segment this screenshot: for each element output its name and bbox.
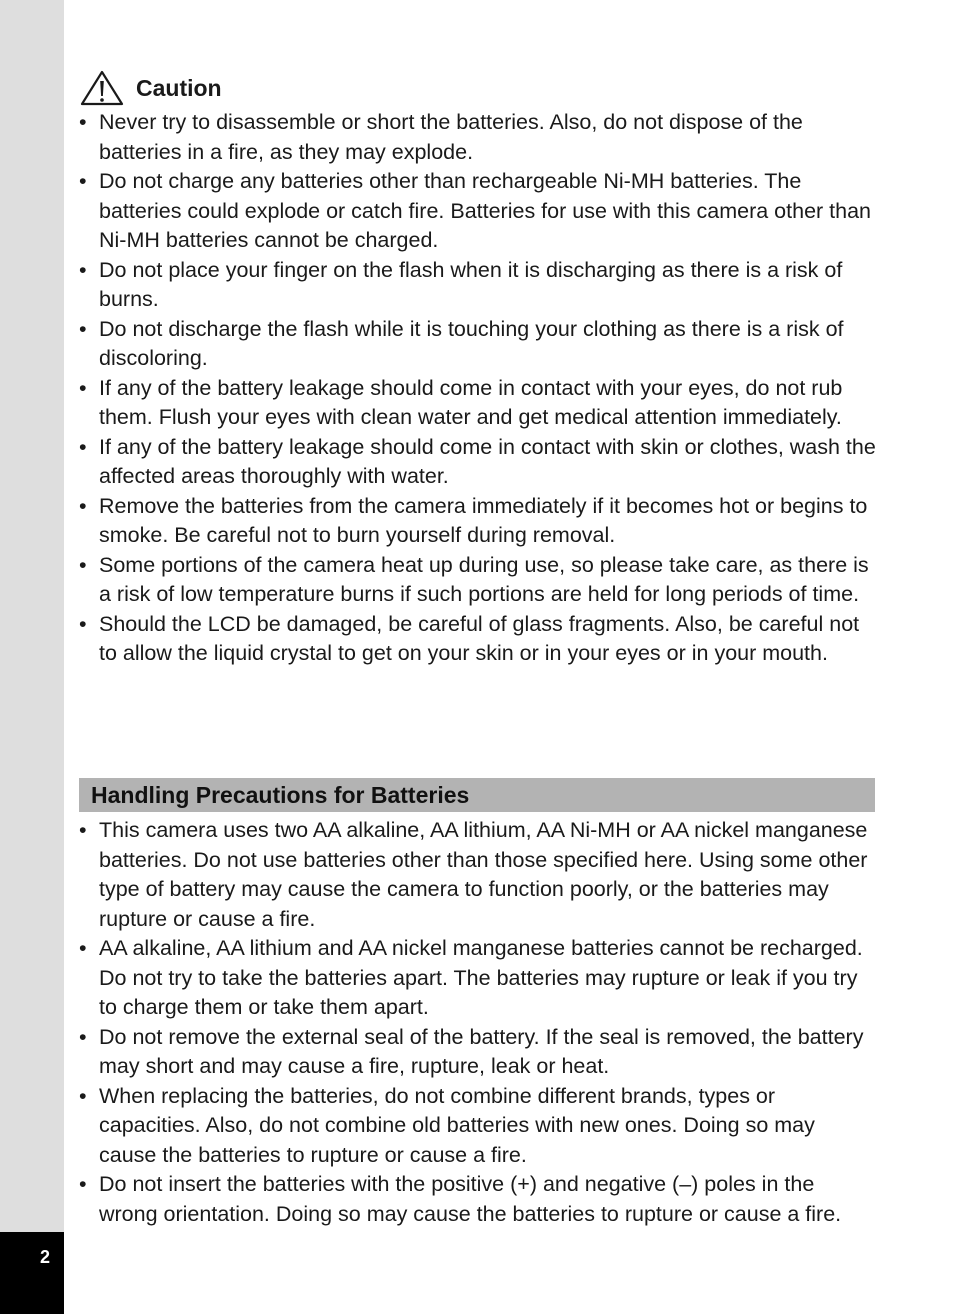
page-number: 2 bbox=[40, 1247, 51, 1267]
caution-list bbox=[76, 108, 876, 669]
list-item: • Do not charge any batteries other than rechargeable Ni-MH batteries. The batteries could explode or catch fire. Batteries for use with this camera other than Ni-MH batteries cannot be charged. bbox=[76, 167, 876, 256]
list-item: • When replacing the batteries, do not combine different brands, types or capacities. Also, do not combine old batteries with new ones. Doing so may cause the batteries to rupture or cause a fire. bbox=[76, 1082, 876, 1171]
caution-title: Caution bbox=[136, 75, 222, 101]
list-item: • Remove the batteries from the camera immediately if it becomes hot or begins to smoke. Be careful not to burn yourself during removal. bbox=[76, 492, 876, 551]
list-item: • Do not discharge the flash while it is touching your clothing as there is a risk of discoloring. bbox=[76, 315, 876, 374]
list-item: • If any of the battery leakage should come in contact with your eyes, do not rub them. Flush your eyes with clean water and get medical attention immediately. bbox=[76, 374, 876, 433]
section-heading-band bbox=[79, 778, 875, 812]
list-item: • This camera uses two AA alkaline, AA lithium, AA Ni-MH or AA nickel manganese batteries. Do not use batteries other than those specified here. Using some other type of battery may cause the camera to function poorly, or the batteries may rupture or cause a fire. bbox=[76, 816, 876, 934]
list-item: • Never try to disassemble or short the batteries. Also, do not dispose of the batteries in a fire, as they may explode. bbox=[76, 108, 876, 167]
page-number-tab bbox=[0, 1232, 64, 1314]
list-item: • Some portions of the camera heat up during use, so please take care, as there is a risk of low temperature burns if such portions are held for long periods of time. bbox=[76, 551, 876, 610]
list-item: • Do not place your finger on the flash when it is discharging as there is a risk of burns. bbox=[76, 256, 876, 315]
section-title: Handling Precautions for Batteries bbox=[91, 782, 470, 808]
list-item: • Do not insert the batteries with the positive (+) and negative (–) poles in the wrong orientation. Doing so may cause the batteries to rupture or cause a fire. bbox=[76, 1170, 876, 1229]
list-item: • Do not remove the external seal of the battery. If the seal is removed, the battery may short and may cause a fire, rupture, leak or heat. bbox=[76, 1023, 876, 1082]
side-margin-bar bbox=[0, 0, 64, 1232]
list-item: • AA alkaline, AA lithium and AA nickel manganese batteries cannot be recharged. Do not try to take the batteries apart. The batteries may rupture or leak if you try to charge them or take them apart. bbox=[76, 934, 876, 1023]
caution-heading bbox=[80, 70, 222, 106]
list-item: • If any of the battery leakage should come in contact with skin or clothes, wash the affected areas thoroughly with water. bbox=[76, 433, 876, 492]
warning-triangle-icon bbox=[80, 70, 124, 106]
list-item: • Should the LCD be damaged, be careful of glass fragments. Also, be careful not to allow the liquid crystal to get on your skin or in your eyes or in your mouth. bbox=[76, 610, 876, 669]
battery-precautions-list bbox=[76, 816, 876, 1229]
